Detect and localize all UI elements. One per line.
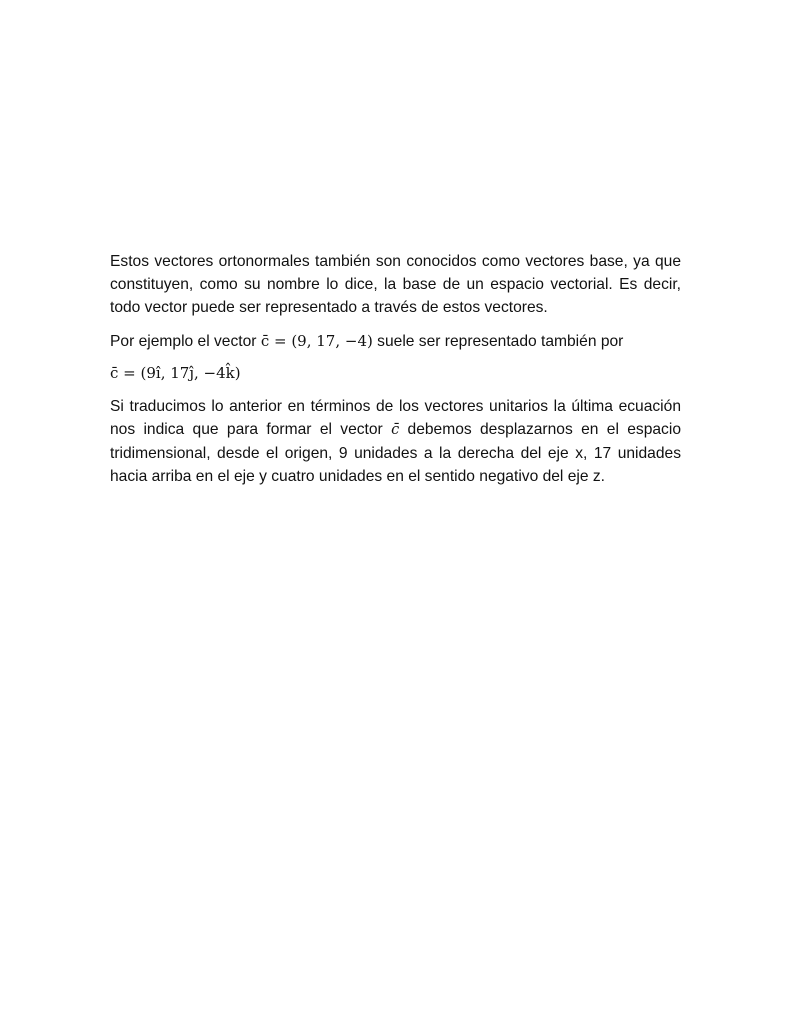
vector-c-inline-equation: c̄ = (9, 17, −4) — [260, 332, 373, 350]
document-body — [110, 250, 681, 488]
paragraph-traduccion — [110, 395, 681, 488]
paragraph-traduccion-text-before: Si traducimos lo anterior en términos de los vectores unitarios la última ecuación nos indica que para formar el vector — [110, 398, 681, 438]
vector-c-symbol: c̄ — [391, 422, 400, 438]
paragraph-ejemplo-text-after: suele ser representado también por — [372, 333, 624, 350]
paragraph-traduccion-text-after: debemos desplazarnos en el espacio tridimensional, desde el origen, 9 unidades a la derecha del eje x, 17 unidades hacia arriba en el eje y cuatro unidades en el sentido negativo del eje z. — [110, 421, 681, 485]
paragraph-vectores-base: Estos vectores ortonormales también son conocidos como vectores base, ya que constituyen, como su nombre lo dice, la base de un espacio vectorial. Es decir, todo vector puede ser representado a través de estos vectores. — [110, 253, 681, 316]
vector-c-unit-equation: c̄ = (9î, 17ĵ, −4k̂) — [110, 364, 241, 382]
paragraph-ejemplo — [110, 330, 681, 353]
paragraph-ejemplo-text-before: Por ejemplo el vector — [110, 333, 261, 350]
unit-vector-equation — [110, 362, 681, 385]
